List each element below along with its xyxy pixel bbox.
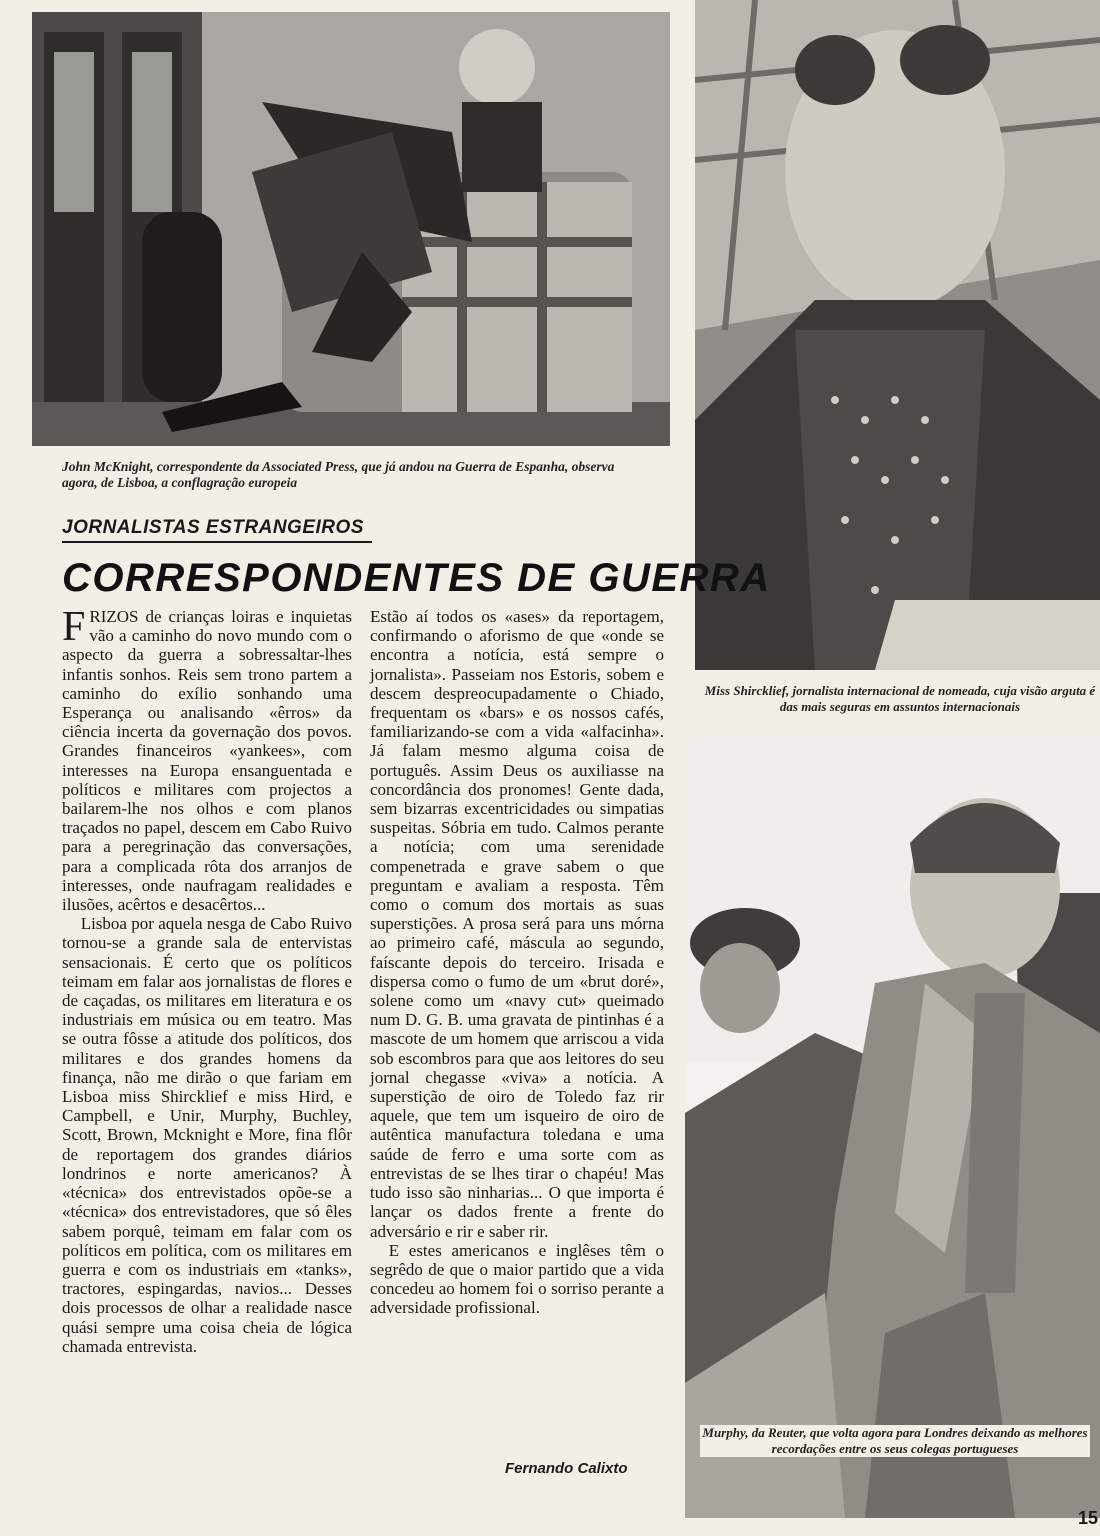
paragraph-2: Lisboa por aquela nesga de Cabo Ruivo tornou-se a grande sala de entervistas sensacionais. É certo que os políticos teimam em falar aos jornalistas de flores e de caçadas, os militares em literatura e os industriais em música ou em teatro. Mas se outra fôsse a atitude dos políticos, dos militares e dos grandes homens da finança, não me dirão o que fariam em Lisboa miss Shircklief e miss Hird, e Campbell, e Unir, Murphy, Buchley, Scott, Brown, Mcknight e More, fina flôr de reportagem dos grandes diários londrinos e norte americanos? À «técnica» dos entrevistados opõe-se a «técnica» dos entrevistadores, que só êles sabem porquê, teimam em falar com os políticos em política, com os militares em guerra e com os industriais em «tanks», tractores, espingardas, navios... Desses dois processos de olhar a realidade nasce quási sempre uma coisa cheia de lógica chamada entrevista. (62, 914, 352, 1356)
paragraph-4: E estes americanos e inglêses têm o segrêdo de que o maior partido que a vida concedeu ao homem foi o sorriso perante a adversidade profissional. (370, 1240, 664, 1318)
kicker-rule (62, 541, 372, 543)
article-byline: Fernando Calixto (505, 1460, 628, 1477)
caption-murphy: Murphy, da Reuter, que volta agora para Londres deixando as melhores recordações entre os seus colegas portugueses (700, 1425, 1090, 1457)
page-number: 15 (1078, 1508, 1099, 1528)
article-column-2 (370, 607, 664, 1318)
article-column-1 (62, 604, 352, 1356)
article-kicker: JORNALISTAS ESTRANGEIROS (62, 517, 364, 538)
paragraph-3: Estão aí todos os «ases» da reportagem, confirmando o aforismo de que «onde se encontra a notícia, está sempre o jornalista». Passeiam nos Estoris, sobem e descem despreocupadamente o Chiado, frequentam os «bars» e os nossos cafés, familiarizando-se com a vida «alfacinha». Já falam mesmo alguma coisa de português. Assim Deus os auxiliasse na concordância dos pronomes! Gente dada, sem bizarras excentricidades ou simpatias suspeitas. Sóbria em tudo. Calmos perante a notícia; com uma serenidade compenetrada e grave sabem o que preguntam e avaliam a resposta. Têm como o comum dos mortais as suas superstições. A prosa será para uns mórna ao primeiro café, máscula ao segundo, faíscante depois do terceiro. Irisada e dispersa como o fumo de um «brut doré», solene como um «navy cut» queimado num D. G. B. uma gravata de pintinhas é a mascote de um homem que arriscou a vida sob escombros para que aos leitores do seu jornal chegasse «viva» a notícia. A superstição de oiro de Toledo faz rir aquele, que tem um isqueiro de oiro de autêntica manufactura toledana e uma saúde de ferro e uma sorte com as entrevistas de se lhes tirar o chapéu! Mas tudo isso são ninharias... O que importa é lançar os dados frente a frente do adversário e rir e saber rir. (370, 607, 664, 1241)
caption-miss-shircklief: Miss Shircklief, jornalista internacional de nomeada, cuja visão arguta é das mais seguras em assuntos internacionais (704, 683, 1096, 714)
drop-cap: F (62, 604, 86, 650)
article-headline: CORRESPONDENTES DE GUERRA (62, 556, 771, 600)
photo-murphy (685, 733, 1100, 1518)
caption-john-mcknight: John McKnight, correspondente da Associated Press, que já andou na Guerra de Espanha, observa agora, de Lisboa, a conflagração europeia (62, 459, 615, 490)
paragraph-1-text: RIZOS de crianças loiras e inquietas vão a caminho do novo mundo com o aspecto da guerra a sobressaltar-lhes infantis sonhos. Reis sem trono partem a caminho do exílio sonhando uma Esperança ou analisando «êrros» da ciência incerta da governação dos povos. Grandes financeiros «yankees», com interesses na Europa ensanguentada e políticos e militares com projectos a bailarem-lhe nos olhos e com planos traçados no papel, descem em Cabo Ruivo para a peregrinação das conversações, para a complicada rôta dos arranjos de interesses, onde naufragam realidades e ilusões, acêrtos e desacêrtos... (62, 607, 352, 915)
photo-john-mcknight (32, 12, 670, 446)
photo-mcknight-illustration (32, 12, 670, 446)
paragraph-1 (62, 604, 352, 915)
photo-murphy-illustration (685, 733, 1100, 1518)
